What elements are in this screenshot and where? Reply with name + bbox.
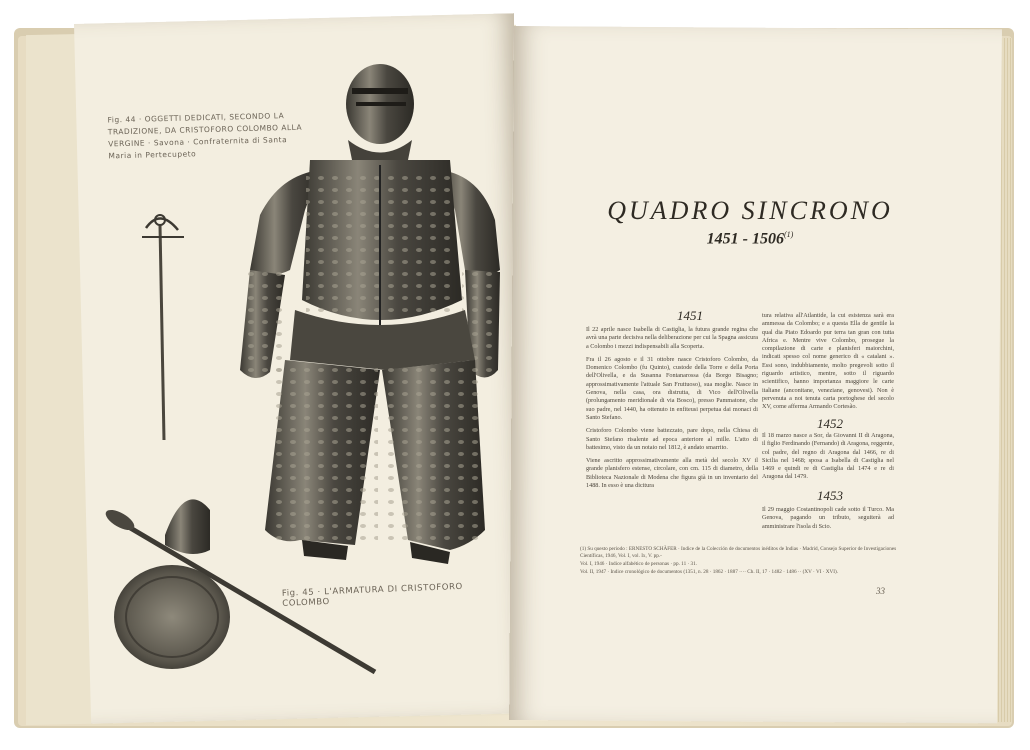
paragraph: Viene ascritto approssimativamente alla metà del secolo XV il grande planisfero estense, circolare, con cm. 115 di diametro, della Biblioteca Nazionale di Modena che figura già in un inventario del 1488. In esso è una dicitura: [586, 457, 758, 490]
paragraph: Il 18 marzo nasce a Sor, da Giovanni II di Aragona, il figlio Ferdinando (Fernando) di Aragona, reggente, col padre, del regno di Aragona dal 1466, re di Sicilia nel 1468; sposa a Isabella di Castiglia nel 1469 e quindi re di Castiglia dal 1474 e re di Aragona dal 1479.: [762, 432, 894, 481]
year-heading-1452: 1452: [817, 416, 843, 431]
footnote-line: (1) Su questo periodo : ERNESTO SCHÄFER · Indice de la Colección de documentos inéditos de Indias · Madrid, Consejo Superior de Investigaciones Científicas, 1946, Vol. I, vol. Ix, V. pp.-: [580, 546, 897, 559]
caption-figure-45: Fig. 45 · L'ARMATURA DI CRISTOFORO COLOMBO: [281, 581, 464, 609]
paragraph: tura relativa all'Atlantide, la cui esistenza sarà era ammessa da Colombo; e a questa Ella de gentile la qual dia Piato Edoardo pur terra tan gran con tutta Africa e. Mentre vive Colombo, prosegue la compilazione di carte e planisferi maiorchini, indicati spesso col nome generico di « catalani ». Essi sono, indubbiamente, molto pregevoli sotto il riguardo artistico, mentre, sotto il riguardo scientifico, hanno importanza maggiore le carte italiane (anconitane, veneziane, genovesi). Non è pervenuta a noi tenuta carta portoghese del secolo XV, come afferma Armando Cortesão.: [762, 312, 894, 411]
paragraph: Cristoforo Colombo viene battezzato, pare dopo, nella Chiesa di Santo Stefano risalente ad epoca anteriore al mille. L'atto di battesimo, visto da un notaio nel 1812, è andato smarrito.: [586, 427, 758, 451]
year-heading-1451: 1451: [677, 308, 703, 323]
page-number: 33: [876, 586, 885, 596]
text-column-right-1452: [762, 432, 894, 487]
text-column-left: [586, 326, 758, 495]
footnote: [580, 546, 900, 577]
title-years-note: (1): [784, 230, 794, 239]
year-heading-1453: 1453: [817, 488, 843, 503]
title-years-range: 1451 - 1506: [706, 230, 784, 248]
text-column-right-1451: [762, 312, 894, 417]
footnote-line: Vol. II, 1947 · Indice cronológico de documentos (1351, n. 28 · 1862 · 1887 ···· Ch. II, 17 · 1482 · 1486 ·· (XV · VI · XVI).: [580, 569, 839, 575]
text-column-right-1453: [762, 506, 894, 536]
paragraph: Il 22 aprile nasce Isabella di Castiglia, la futura grande regina che avrà una parte decisiva nella deliberazione per cui la Spagna assicura a Colombo i mezzi indispensabili alla Scoperta.: [586, 326, 758, 350]
paragraph: Il 29 maggio Costantinopoli cade sotto il Turco. Ma Genova, pagando un tributo, seguiterà ad amministrare l'isola di Scio.: [762, 506, 894, 530]
page-title: QUADRO SINCRONO: [607, 196, 893, 225]
caption-figure-44: Fig. 44 · OGGETTI DEDICATI, SECONDO LA TRADIZIONE, DA CRISTOFORO COLOMBO ALLA VERGINE · Savona · Confraternita di Santa Maria in Pertecupeto: [107, 111, 303, 161]
paragraph: Fra il 26 agosto e il 31 ottobre nasce Cristoforo Colombo, da Domenico Colombo (fu Quinto), custode della Torre e della Porta dell'Olivella, e da Susanna Fontanarossa (da Borgo Bisagno; approssimativamente l'attuale San Fruttuoso), sua moglie. Nasce in Genova, nella casa, ora distrutta, di Vico dell'Olivella (prolungamento meridionale di via Bosco), presso Pammatone, che suo padre, nel 1440, ha ottenuto in enfiteusi perpetua dai monaci di Santo Stefano.: [586, 355, 758, 421]
sword-shape: [160, 225, 164, 440]
morion-shape: [165, 499, 210, 554]
shield-shape: [114, 565, 230, 669]
title-years: [650, 230, 850, 248]
footnote-line: Vol. I, 1946 · Indice alfabético de personas · pp. 11 · 31.: [580, 561, 697, 567]
